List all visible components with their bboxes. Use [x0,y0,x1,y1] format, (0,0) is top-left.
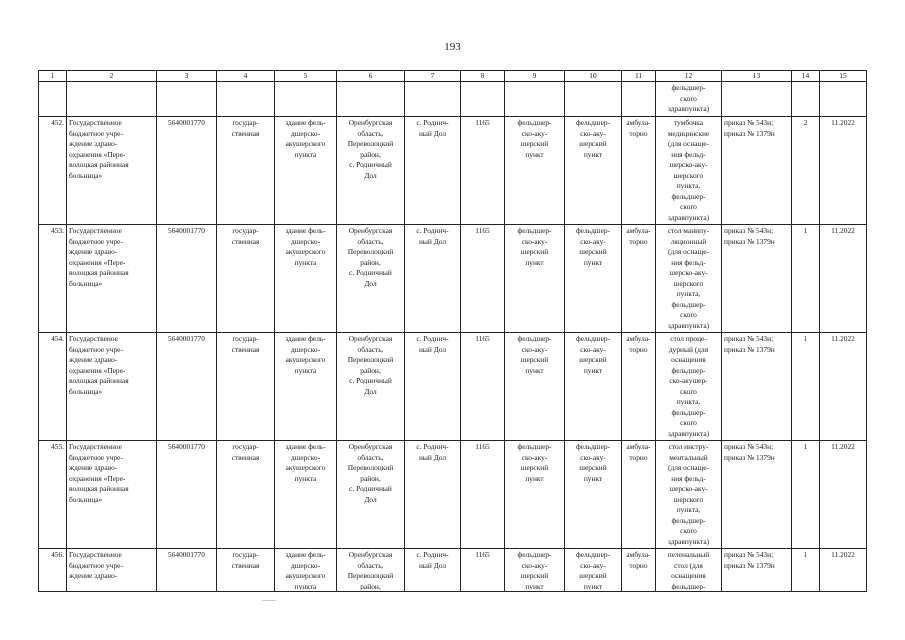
inn: 5640001770 [168,334,205,343]
unit-type-cell [505,225,565,333]
column-numbers-row [39,71,867,82]
table-cell [565,82,622,117]
institution-name-cell [67,117,157,225]
table-cell [217,82,275,117]
unit-kind: фельдшер- ско-аку- шерский пункт [575,550,611,590]
continuation-row [39,82,867,117]
address-cell [337,549,405,592]
table-cell [505,82,565,117]
ownership-form-cell [217,225,275,333]
code-cell [461,117,505,225]
equipment-name: стол инстру- ментальный (для оснаще- ния фельд- шерско-аку- шерского пункта, фельдшер- ского здравпункта) [667,442,710,546]
code: 1165 [475,550,490,559]
equipment-cell: фельдшер- ского здравпункта) [656,82,722,117]
unit-kind-cell [565,549,622,592]
building-type-cell [275,549,337,592]
regulation-cell [722,549,792,592]
unit-type-cell [505,441,565,549]
date: 11.2022 [831,334,855,343]
care-form-cell [622,225,656,333]
inn-cell [157,441,217,549]
unit-type: фельдшер- ско-аку- шерский пункт [517,442,552,483]
unit-kind: фельдшер- ско-аку- шерский пункт [575,442,611,483]
inn: 5640001770 [168,226,205,235]
institution-name: Государственное бюджетное учре- ждение здраво- охранения «Пере- волоцкая районная больница» [69,226,129,288]
table-cell [275,82,337,117]
quantity-cell [792,441,820,549]
unit-kind: фельдшер- ско-аку- шерский пункт [575,226,611,267]
regulation-cell [722,333,792,441]
regulation: приказ № 543н; приказ № 1379н [724,550,775,570]
equipment-name: стол манипу- ляционный (для оснаще- ния фельд- шерско-аку- шерского пункта, фельдшер- ского здравпункта) [667,226,710,330]
inn: 5640001770 [168,118,205,127]
regulation-cell [722,225,792,333]
unit-kind: фельдшер- ско-аку- шерский пункт [575,334,611,375]
building-type: здание фель- дшерско- акушерского пункта [285,550,326,590]
column-number: 3 [157,71,217,82]
equipment-name-cell [656,333,722,441]
row-number: 455. [51,442,64,451]
ownership-form: государ- ственная [231,550,260,570]
register-table [38,70,867,592]
code-cell [461,441,505,549]
equipment-name-cell [656,117,722,225]
quantity-cell [792,333,820,441]
code-cell [461,225,505,333]
unit-kind: фельдшер- ско-аку- шерский пункт [575,118,611,159]
scan-mark [262,600,276,601]
regulation-cell [722,441,792,549]
table-cell [39,82,67,117]
address-cell [337,441,405,549]
row-number-cell [39,549,67,592]
institution-name: Государственное бюджетное учре- ждение здраво- охранения «Пере- волоцкая районная больница» [69,442,129,504]
unit-kind-cell [565,333,622,441]
ownership-form-cell [217,549,275,592]
table-row [39,441,867,549]
ownership-form: государ- ственная [231,118,260,138]
column-number: 7 [405,71,461,82]
institution-name-cell [67,549,157,592]
table-body [39,71,867,592]
settlement: с. Роднич- ный Дол [416,442,449,462]
column-number: 13 [722,71,792,82]
institution-name: Государственое бюджетное учре- ждение здраво- охранения «Пере- волоцкая районная больница» [69,334,129,396]
row-number-cell [39,333,67,441]
address-cell [337,225,405,333]
unit-kind-cell [565,225,622,333]
regulation: приказ № 543н; приказ № 1379н [724,226,775,246]
date: 11.2022 [831,442,855,451]
table-cell [792,82,820,117]
row-number: 456. [51,550,64,559]
unit-type: фельдшер- ско-аку- шерский пункт [517,550,552,590]
ownership-form: государ- ственная [231,226,260,246]
row-number: 452. [51,118,64,127]
date-cell [820,333,867,441]
equipment-name-cell [656,441,722,549]
settlement-cell [405,225,461,333]
address: Оренбургская область, Переволоцкий район, с. Родничный Дол [347,226,394,288]
quantity-cell [792,225,820,333]
row-number-cell [39,441,67,549]
unit-kind-cell [565,117,622,225]
code: 1165 [475,226,490,235]
inn-cell [157,225,217,333]
building-type: здание фель- дшерско- акушерского пункта [285,118,326,159]
row-number: 454. [51,334,64,343]
quantity-cell [792,549,820,592]
building-type-cell [275,225,337,333]
address: Оренбургская область, Переволоцкий район, с. Родничный Дол [347,118,394,180]
code: 1165 [475,334,490,343]
table-cell [67,82,157,117]
code-cell [461,333,505,441]
building-type-cell [275,117,337,225]
code-cell [461,549,505,592]
institution-name: Государственное бюджетное учре- ждение здраво- [69,550,123,580]
table-row [39,117,867,225]
inn: 5640001770 [168,442,205,451]
column-number: 14 [792,71,820,82]
quantity: 1 [803,226,808,235]
page-number: 193 [444,41,461,53]
date: 11.2022 [831,118,855,127]
inn: 5640001770 [168,550,205,559]
column-number: 11 [622,71,656,82]
unit-type-cell [505,117,565,225]
table-cell [722,82,792,117]
quantity: 1 [803,550,808,559]
institution-name-cell [67,333,157,441]
building-type: здание фель- дшерско- акушерского пункта [285,334,326,375]
table-cell [461,82,505,117]
building-type-cell [275,441,337,549]
care-form: амбула- торно [626,118,651,138]
unit-type: фельдшер- ско-аку- шерский пункт [517,334,552,375]
ownership-form: государ- ственная [231,334,260,354]
row-number-cell [39,117,67,225]
care-form-cell [622,549,656,592]
quantity: 2 [803,118,808,127]
quantity: 1 [803,334,808,343]
ownership-form: государ- ственная [231,442,260,462]
table-cell [157,82,217,117]
care-form-cell [622,333,656,441]
settlement: с. Роднич- ный Дол [416,334,449,354]
ownership-form-cell [217,441,275,549]
building-type-cell [275,333,337,441]
institution-name: Государственное бюджетное учре- ждение здраво- охранения «Пере- волоцкая районная больница» [69,118,129,180]
care-form: амбула- торно [626,550,651,570]
building-type: здание фель- дшерско- акушерского пункта [285,226,326,267]
address: Оренбургская область, Переволоцкий район, с. Родничный Дол [347,334,394,396]
code: 1165 [475,118,490,127]
column-number: 1 [39,71,67,82]
row-number-cell [39,225,67,333]
column-number: 5 [275,71,337,82]
table-cell [622,82,656,117]
unit-kind-cell [565,441,622,549]
table-cell [337,82,405,117]
settlement-cell [405,117,461,225]
quantity-cell [792,117,820,225]
column-number: 15 [820,71,867,82]
inn-cell [157,117,217,225]
table-row [39,549,867,592]
column-number: 8 [461,71,505,82]
institution-name-cell [67,441,157,549]
address: Оренбургская область, Переволоцкий район, [347,550,394,590]
building-type: здание фель- дшерско- акушерского пункта [285,442,326,483]
settlement-cell [405,333,461,441]
date-cell [820,549,867,592]
equipment-name-cell [656,549,722,592]
settlement: с. Роднич- ный Дол [416,226,449,246]
table-row [39,333,867,441]
column-number: 9 [505,71,565,82]
address-cell [337,333,405,441]
equipment-name: тумбочка медицинские (для оснаще- ния фельд- шерско-аку- шерского пункта, фельдшер- ского здравпункта) [667,118,710,222]
date: 11.2022 [831,550,855,559]
column-number: 12 [656,71,722,82]
regulation: приказ № 543н; приказ № 1379н [724,118,775,138]
table-cell [820,82,867,117]
unit-type: фельдшер- ско-аку- шерский пункт [517,118,552,159]
regulation: приказ № 543н; приказ № 1379н [724,442,775,462]
settlement: с. Роднич- ный Дол [416,118,449,138]
address-cell [337,117,405,225]
settlement-cell [405,549,461,592]
care-form: амбула- торно [626,442,651,462]
row-number: 453. [51,226,64,235]
care-form-cell [622,441,656,549]
care-form: амбула- торно [626,226,651,246]
settlement-cell [405,441,461,549]
code: 1165 [475,442,490,451]
column-number: 4 [217,71,275,82]
unit-type-cell [505,333,565,441]
column-number: 2 [67,71,157,82]
column-number: 6 [337,71,405,82]
date-cell [820,225,867,333]
care-form-cell [622,117,656,225]
quantity: 1 [803,442,808,451]
column-number: 10 [565,71,622,82]
equipment-name: стол проце- дурный (для оснащения фельдшер- ско-акушер- ского пункта, фельдшер- ского здравпункта) [667,334,710,438]
unit-type-cell [505,549,565,592]
regulation: приказ № 543н; приказ № 1379н [724,334,775,354]
equipment-name-cell [656,225,722,333]
date-cell [820,117,867,225]
institution-name-cell [67,225,157,333]
unit-type: фельдшер- ско-аку- шерский пункт [517,226,552,267]
inn-cell [157,333,217,441]
settlement: с. Роднич- ный Дол [416,550,449,570]
care-form: амбула- торно [626,334,651,354]
date: 11.2022 [831,226,855,235]
table-row [39,225,867,333]
address: Оренбургская область, Переволоцкий район, с. Родничный Дол [347,442,394,504]
inn-cell [157,549,217,592]
regulation-cell [722,117,792,225]
equipment-name: пеленальный стол (для оснащения фельдшер- [667,550,710,590]
ownership-form-cell [217,117,275,225]
ownership-form-cell [217,333,275,441]
table-cell [405,82,461,117]
date-cell [820,441,867,549]
